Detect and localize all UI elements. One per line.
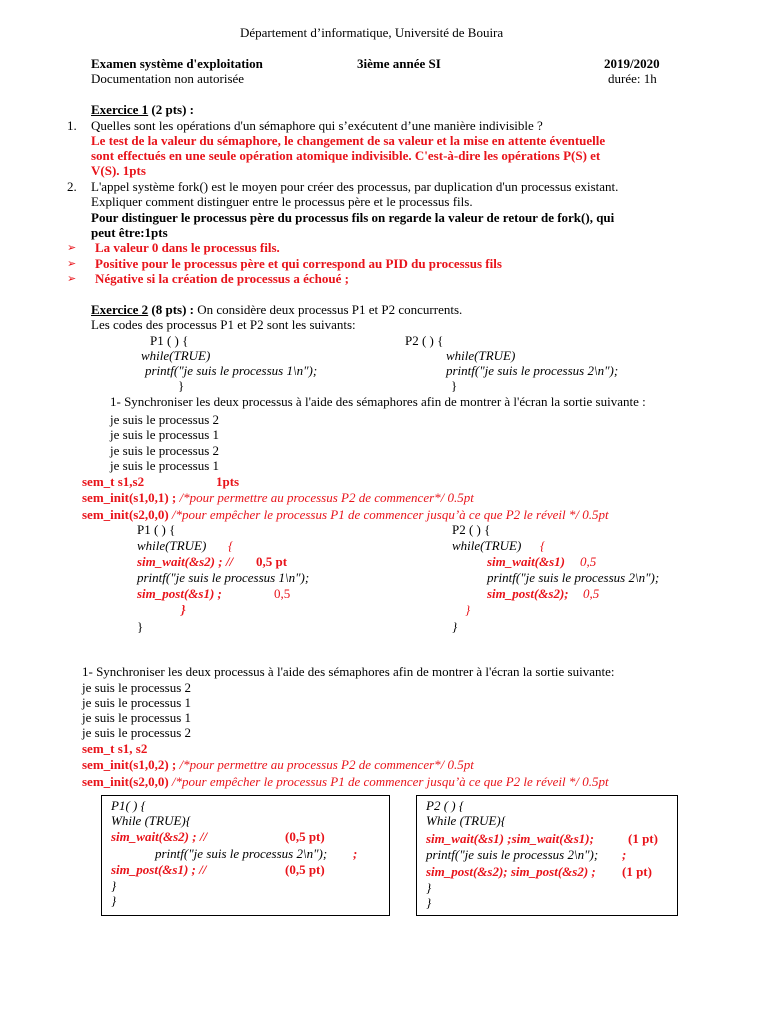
sem-declaration: sem_t s1,s2 (82, 474, 145, 489)
p1-printf: printf("je suis le processus 1\n"); (145, 363, 318, 378)
sem-init-line (82, 757, 474, 772)
output-line: je suis le processus 1 (82, 695, 192, 710)
p1-header: P1 ( ) { (150, 333, 189, 348)
ex1-answer-1-line: V(S). 1pts (91, 163, 146, 178)
box2-post: sim_post(&s2); sim_post(&s2) ; (426, 864, 596, 879)
exercise-2-intro: On considère deux processus P1 et P2 concurrents. (194, 302, 463, 317)
ex1-question-2-line: Expliquer comment distinguer entre le processus père et le processus fils. (91, 194, 473, 209)
arrow-bullet-icon: ➢ (67, 241, 77, 254)
output-line: je suis le processus 1 (110, 458, 220, 473)
sem-init-line (82, 774, 609, 789)
solution-box-p2 (416, 795, 678, 916)
sol1-p2-header: P2 ( ) { (452, 522, 491, 537)
box1-printf: printf("je suis le processus 2\n"); (155, 846, 328, 861)
output-line: je suis le processus 1 (82, 710, 192, 725)
answer-bullet: La valeur 0 dans le processus fils. (95, 240, 280, 255)
p2-header: P2 ( ) { (405, 333, 444, 348)
box2-wait: sim_wait(&s1) ;sim_wait(&s1); (426, 831, 594, 846)
p1-close-brace: } (178, 378, 185, 393)
answer-bullet: Positive pour le processus père et qui correspond au PID du processus fils (95, 256, 502, 271)
department-title: Département d’informatique, Université de Bouira (240, 25, 504, 40)
sol1-p1-wait: sim_wait(&s2) ; // (137, 554, 234, 569)
exercise-1-title: Exercice 1 (91, 102, 149, 117)
ex2-question-2: 1- Synchroniser les deux processus à l'aide des sémaphores afin de montrer à l'écran la sortie suivante: (82, 664, 615, 679)
box2-close-outer: } (426, 895, 432, 910)
exam-title: Examen système d'exploitation (91, 56, 263, 71)
box1-close-outer: } (111, 893, 117, 908)
p2-while: while(TRUE) (446, 348, 516, 363)
box1-printf-semicolon: ; (353, 846, 358, 861)
arrow-bullet-icon: ➢ (67, 257, 77, 270)
ex1-answer-2-line: peut être:1pts (91, 225, 168, 240)
sol1-p1-printf: printf("je suis le processus 1\n"); (137, 570, 310, 585)
sem-init-comment: /*pour empêcher le processus P1 de commencer jusqu’à ce que P2 le réveil */ 0.5pt (168, 507, 609, 522)
sol1-p2-while: while(TRUE) (452, 538, 522, 553)
exercise-1-points: (2 pts) : (148, 102, 195, 117)
sem-init-code: sem_init(s2,0,0) (82, 774, 169, 789)
sem-init-code: sem_init(s1,0,2) ; (82, 757, 177, 772)
box2-header: P2 ( ) { (426, 798, 465, 813)
sem-init-comment: /*pour permettre au processus P2 de commencer*/ 0.5pt (176, 757, 474, 772)
box1-while: While (TRUE){ (111, 813, 191, 828)
sol1-p1-while: while(TRUE) (137, 538, 207, 553)
p2-printf: printf("je suis le processus 2\n"); (446, 363, 619, 378)
sem-init-code: sem_init(s2,0,0) (82, 507, 169, 522)
sol1-p2-wait-points: 0,5 (580, 554, 597, 569)
sem-init-line (82, 507, 609, 522)
sol1-p1-post: sim_post(&s1) ; (137, 586, 222, 601)
box1-post-points: (0,5 pt) (285, 862, 325, 877)
exam-year: 2019/2020 (604, 56, 660, 71)
sem-init-comment: /*pour empêcher le processus P1 de commencer jusqu’à ce que P2 le réveil */ 0.5pt (168, 774, 609, 789)
sol1-p1-wait-points: 0,5 pt (256, 554, 288, 569)
exercise-2-intro-2: Les codes des processus P1 et P2 sont les suivants: (91, 317, 356, 332)
sol1-p1-header: P1 ( ) { (137, 522, 176, 537)
box1-close-inner: } (111, 878, 117, 893)
exercise-2-title: Exercice 2 (91, 302, 149, 317)
box2-wait-points: (1 pt) (628, 831, 658, 846)
ex2-question-1: 1- Synchroniser les deux processus à l'aide des sémaphores afin de montrer à l'écran la sortie suivante : (110, 394, 646, 409)
solution-box-p1 (101, 795, 390, 916)
sol1-p2-wait: sim_wait(&s1) (487, 554, 566, 569)
ex1-question-2-line: L'appel système fork() est le moyen pour créer des processus, par duplication d'un processus existant. (91, 179, 619, 194)
sol1-p1-inner-close: } (181, 602, 186, 617)
box2-post-points: (1 pt) (622, 864, 652, 879)
documentation-note: Documentation non autorisée (91, 71, 245, 86)
box2-while: While (TRUE){ (426, 813, 506, 828)
sol1-p1-post-points: 0,5 (274, 586, 291, 601)
answer-bullet: Négative si la création de processus a échoué ; (95, 271, 349, 286)
box2-printf: printf("je suis le processus 2\n"); (426, 847, 599, 862)
output-line: je suis le processus 2 (110, 412, 220, 427)
sol1-p2-inner-close: } (465, 602, 471, 617)
ex1-question-1: Quelles sont les opérations d'un sémaphore qui s’exécutent d’une manière indivisible ? (91, 118, 543, 133)
ex1-answer-1-line: Le test de la valeur du sémaphore, le changement de sa valeur et la mise en attente éventuelle (91, 133, 606, 148)
p1-while: while(TRUE) (141, 348, 211, 363)
exercise-2-points: (8 pts) : (148, 302, 195, 317)
sol1-p2-printf: printf("je suis le processus 2\n"); (487, 570, 660, 585)
exercise-2-heading (91, 302, 462, 317)
p2-close-brace: } (451, 378, 458, 393)
exam-level: 3ième année SI (357, 56, 441, 71)
exam-duration: durée: 1h (608, 71, 657, 86)
ex1-answer-2-line: Pour distinguer le processus père du processus fils on regarde la valeur de retour de fork(), qui (91, 210, 615, 225)
question-number: 2. (67, 179, 77, 194)
sol1-p1-close: } (137, 619, 144, 634)
output-line: je suis le processus 2 (82, 680, 192, 695)
sem-init-comment: /*pour permettre au processus P2 de commencer*/ 0.5pt (176, 490, 474, 505)
question-number: 1. (67, 118, 77, 133)
sol1-p2-post: sim_post(&s2); (487, 586, 569, 601)
sol1-p2-open-brace: { (540, 538, 546, 553)
sem-init-code: sem_init(s1,0,1) ; (82, 490, 177, 505)
box1-wait: sim_wait(&s2) ; // (111, 829, 208, 844)
box1-post: sim_post(&s1) ; // (111, 862, 207, 877)
output-line: je suis le processus 2 (82, 725, 192, 740)
sol1-p2-post-points: 0,5 (583, 586, 600, 601)
ex1-answer-1-line: sont effectués en une seule opération atomique indivisible. C'est-à-dire les opérations P(S) et (91, 148, 601, 163)
sem-declaration: sem_t s1, s2 (82, 741, 148, 756)
sol1-p1-open-brace: { (228, 538, 234, 553)
sem-declaration-points: 1pts (216, 474, 240, 489)
box2-close-inner: } (426, 880, 432, 895)
arrow-bullet-icon: ➢ (67, 272, 77, 285)
box1-header: P1( ) { (111, 798, 146, 813)
output-line: je suis le processus 1 (110, 427, 220, 442)
sem-init-line (82, 490, 474, 505)
exercise-1-heading (91, 102, 194, 117)
output-line: je suis le processus 2 (110, 443, 220, 458)
sol1-p2-close: } (452, 619, 458, 634)
box2-printf-semicolon: ; (622, 847, 627, 862)
box1-wait-points: (0,5 pt) (285, 829, 325, 844)
